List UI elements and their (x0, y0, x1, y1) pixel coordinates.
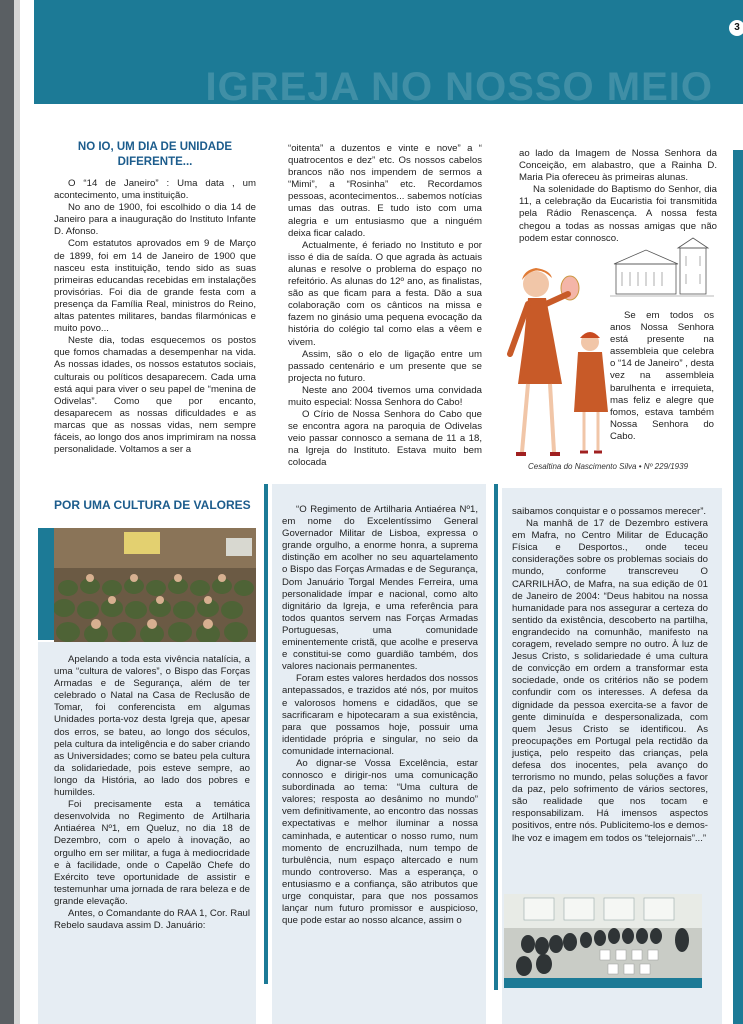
paragraph: Na manhã de 17 de Dezembro estivera em Mafra, no Centro Militar de Educação Física e Desportos., onde teceu considerações sobre os problemas sociais do mundo, conforme transcreveu O CARRILHÃO, de Mafra, na sua edição de 01 de Janeiro de 2004: “Deus habitou na nossa humanidade para nos assegurar a certeza do sentido da existência, descoberto na partilha, engrandecido na comunhão, manifesto na coragem, revelado sempre no outro. À luz de Jesus Cristo, s solidariedade é uma cultura de convicção em ordem a transformar esta sociedade, onde os critérios não se podem confundir com os interesses. A defesa da dignidade da pessoa exercita-se a favor de gente diminuída e despersonalizada, com quem Jesus Cristo se identificou. As preocupações em Portugal pela rectidão da justiça, pelo respeito das crianças, pela defesa dos inocentes, pela avanço do terrorismo no mundo, pelas soluções a favor da paz, pelo sofrimento de vários sectores, são realidade que nos tocam e responsabilizam. Há imensos aspectos positivos, entre nós. Publicitemo-los e demos-lhe voz e imagem em todos os “telejornais”...” (512, 518, 708, 844)
article1-column-2 (288, 143, 482, 470)
paragraph: Neste dia, todas esquecemos os postos que fomos chamadas a desempenhar na vida. As nossas idades, os nossos estatutos sociais, culturais ou políticos desaparecem. Cada uma está aqui para viver o seu papel de “menina de Odivelas”. Como que por encanto, desaparecem as nossas dificuldades e as marcas que as nossas vidas, nem sempre fáceis, ao longo dos anos imprimiram na nossa personalidade. Voltamos a ser a (54, 335, 256, 456)
paragraph: Actualmente, é feriado no Instituto e por isso é dia de saída. O que agrada às actuais alunas e resolve o problema do espaço no refeitório. As alunas do 12º ano, as finalistas, são as que ficam para a festa. Dão a sua colaboração com os cânticos na missa e fazem no ginásio uma pequena evocação da história do colégio tal como elas a vêem e vivem. (288, 239, 482, 348)
girls-illustration (484, 262, 614, 462)
conference-hall-photo (504, 894, 702, 988)
article1-column-3 (519, 148, 717, 245)
paragraph: No ano de 1900, foi escolhido o dia 14 de Janeiro para a inauguração do Instituto Infante D. Afonso. (54, 202, 256, 238)
column-divider (494, 484, 498, 990)
page-edge (14, 0, 20, 1024)
magazine-page (14, 0, 743, 1024)
paragraph: ao lado da Imagem de Nossa Senhora da Conceição, em alabastro, que a Rainha D. Maria Pia ofereceu às primeiras alunas. (519, 148, 717, 184)
article2-title: POR UMA CULTURA DE VALORES (54, 498, 251, 512)
illustration-caption: Cesaltina do Nascimento Silva • Nº 229/1939 (528, 462, 689, 471)
paragraph: Assim, são o elo de ligação entre um passado centenário e um presente que se projecta no futuro. (288, 348, 482, 384)
paragraph: Foi precisamente esta a temática desenvolvida no Regimento de Artilharia Antiaérea Nº1, em Queluz, no dia 18 de Dezembro, com o apelo à inovação, ao orgulho em ser militar, a fuga à mediocridade e à facilidade, onde o Capelão Chefe do Exército teve oportunidade de assistir e testemunhar uma jornada de rara beleza e de grande elevação. (54, 799, 250, 907)
article1-title: NO IO, UM DIA DE UNIDADE DIFERENTE... (77, 141, 233, 168)
paragraph: Ao dignar-se Vossa Excelência, estar connosco e dirigir-nos uma comunicação subordinada ao tema: “Uma cultura de valores; resposta ao desânimo no mundo” vem definitivamente, ao encontro das nossas expectativas e melhor iluminar a nossa caminhada, e autenticar o nosso rumo, num momento de encruzilhada, num tempo de turbulência, num espaço altercado e num mundo controverso. Mas a esperança, o entusiasmo e a confiança, são atributos que urge conquistar, para que nos possamos lançar num futuro promissor e auspicioso, que pode estar ao nosso alcance, assim o (282, 757, 478, 927)
paragraph: Se em todos os anos Nossa Senhora está presente na assembleia que celebra o “14 de Janeiro” , desta vez na assembleia barulhenta e irrequieta, mas feliz e alegre que fomos, estava também Nossa Senhora do Cabo. (610, 310, 714, 442)
paragraph: O Círio de Nossa Senhora do Cabo que se encontra agora na paroquia de Odivelas veio passar connosco a semana de 11 a 18, na Igreja do Instituto. Estava muito bem colocada (288, 409, 482, 469)
column-divider (264, 484, 268, 984)
church-sketch (610, 236, 714, 302)
article2-column-2 (282, 504, 478, 927)
paragraph: Antes, o Comandante do RAA 1, Cor. Raul Rebelo saudava assim D. Januário: (54, 907, 250, 932)
decorative-stripe (733, 150, 743, 1024)
paragraph: Na solenidade do Baptismo do Senhor, dia 11, a celebração da Eucaristia foi transmitida pela Rádio Renascença. A nossa festa chegou a todas as nossas amigas que não podem estar connosco. (519, 184, 717, 244)
paragraph: saibamos conquistar e o possamos merecer”. (512, 506, 707, 517)
section-banner (34, 0, 743, 109)
military-assembly-photo (54, 528, 256, 642)
paragraph: Neste ano 2004 tivemos uma convidada muito especial: Nossa Senhora do Cabo! (288, 384, 482, 408)
page-number: 3 (729, 20, 743, 36)
article2-column-3 (512, 506, 708, 845)
paragraph: Com estatutos aprovados em 9 de Março de 1899, foi em 14 de Janeiro de 1900 que nasceu esta instituição, tendo sido as suas primeiras educandas recebidas em instalações provisórias. Foi dia de grande festa com a presença da Família Real, ministros do Reino, altas patentes militares, bandas filarmónicas e muito povo... (54, 238, 256, 335)
article1-column-3-side (610, 310, 714, 443)
paragraph: “O Regimento de Artilharia Antiaérea Nº1, em nome do Excelentíssimo General Governador Militar de Lisboa, expressa o grande orgulho, a enorme honra, a suprema distinção em acolher no seu aquartelamento o Bispo das Forças Armadas e de Segurança, Dom Januário Torgal Mendes Ferreira, uma personalidade ímpar e nacional, como alto dignitário da Igreja, e uma referência para todos quantos servem nas Forças Armadas Portuguesas, uma comunidade eminentemente cristã, que acolhe e preserva e constitui-se como guardião também, dos valores nacionais permanentes. (282, 504, 478, 673)
paragraph: “oitenta” a duzentos e vinte e nove” a “ quatrocentos e dez” etc. Os nossos cabelos brancos não nos impendem de sermos a “Mimi”, a “Rosinha” etc. Recordamos pessoas, acontecimentos... sabemos notícias umas das outras. E tudo isto com uma alegria e um entusiasmo que a ninguém deixa ficar calado. (288, 143, 482, 239)
paragraph: Foram estes valores herdados dos nossos antepassados, e trazidos até nós, por muitos e valorosos homens e cidadãos, que se sacrificaram e hipotecaram a sua existência, para que possamos hoje, possuir uma identidade própria e singular, no seio da comunidade internacional. (282, 673, 478, 757)
banner-title: IGREJA NO NOSSO MEIO (205, 65, 713, 109)
article2-column-1 (54, 654, 250, 932)
paragraph: Apelando a toda esta vivência natalícia, a uma “cultura de valores”, o Bispo das Forças Armadas e de Segurança, além de ter celebrado o Natal na Casa de Reclusão de Tomar, foi conferencista em algumas Unidades porta-voz desta Igreja que, apesar dos erros, se bateu, ao longo dos séculos, pela cultura da inteligência e do saber criando as Universidades; como se bateu pela cultura da solidariedade, pois esteve sempre, ao longo da História, ao lado dos pobres e humildes. (54, 654, 250, 799)
article1-column-1 (54, 140, 256, 456)
paragraph: O “14 de Janeiro” : Uma data , um acontecimento, uma instituição. (54, 178, 256, 202)
